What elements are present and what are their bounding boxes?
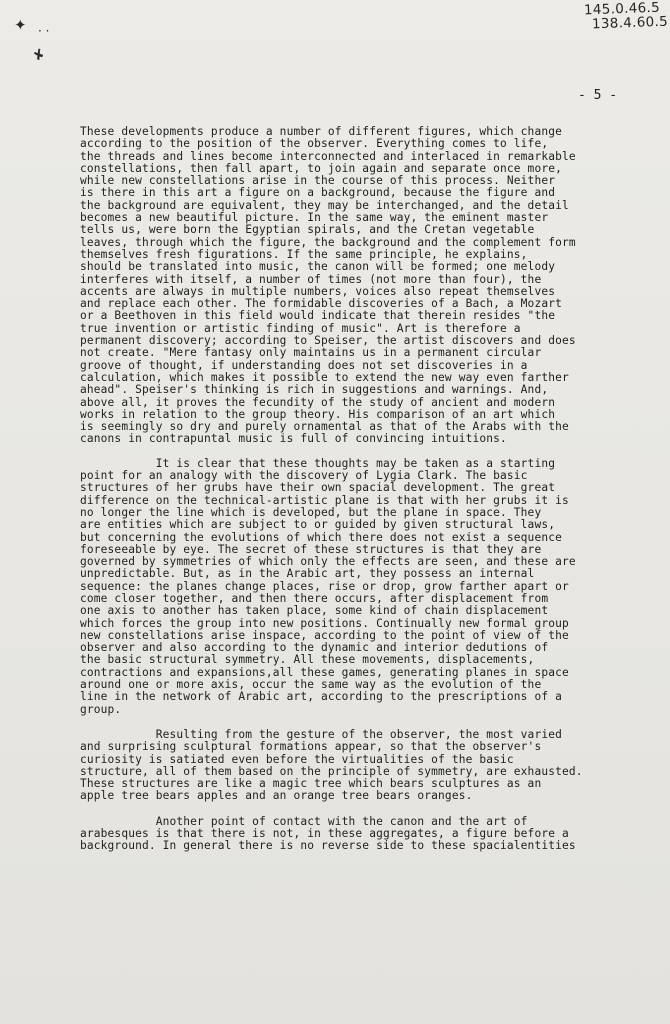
text-line: one axis to another has taken place, some kind of chain displacement bbox=[80, 604, 549, 618]
text-line: around one or more axis, occur the same way as the evolution of the bbox=[80, 678, 542, 692]
text-line: which forces the group into new positions. Continually new formal group bbox=[80, 616, 569, 630]
page-number: - 5 - bbox=[578, 88, 618, 103]
text-line: background. In general there is no reverse side to these spacialentities bbox=[80, 839, 576, 853]
text-line: permanent discovery; according to Speiser, the artist discovers and does bbox=[80, 334, 576, 348]
text-line: Another point of contact with the canon and the art of bbox=[80, 814, 528, 828]
text-line: according to the position of the observer. Everything comes to life, bbox=[80, 137, 549, 151]
text-line: sequence: the planes change places, rise or drop, grow farther apart or bbox=[80, 579, 569, 593]
text-line: the background are equivalent, they may be interchanged, and the detail bbox=[80, 198, 569, 212]
text-line: structure, all of them based on the principle of symmetry, are exhausted. bbox=[80, 764, 583, 778]
text-line: group. bbox=[80, 702, 122, 716]
archive-code: 145.0.46.5 bbox=[583, 0, 661, 19]
text-line: the basic structural symmetry. All these movements, displacements, bbox=[80, 653, 535, 667]
text-line: works in relation to the group theory. His comparison of an art which bbox=[80, 407, 556, 421]
text-line: are entities which are subject to or guided by given structural laws, bbox=[80, 518, 556, 532]
text-line: interferes with itself, a number of times (not more than four), the bbox=[80, 272, 542, 286]
text-line: or a Beethoven in this field would indicate that therein resides "the bbox=[80, 309, 556, 323]
text-line: the threads and lines become interconnected and interlaced in remarkable bbox=[80, 149, 576, 163]
archive-code: 138.4.60.5 bbox=[591, 13, 669, 33]
body-text bbox=[80, 126, 664, 853]
text-line: should be translated into music, the canon will be formed; one melody bbox=[80, 260, 556, 274]
text-line: structures of her grubs have their own spacial development. The great bbox=[80, 481, 556, 495]
text-line: is there in this art a figure on a background, because the figure and bbox=[80, 186, 556, 200]
text-line: themselves fresh figurations. If the same principle, he explains, bbox=[80, 247, 528, 261]
text-line: calculation, which makes it possible to extend the new way even farther bbox=[80, 370, 569, 384]
text-line: while new constellations arise in the course of this process. Neither bbox=[80, 174, 556, 188]
text-line: tells us, were born the Egyptian spirals, and the Cretan vegetable bbox=[80, 223, 535, 237]
ink-dots-icon: · · bbox=[38, 24, 50, 38]
text-line: governed by symmetries of which only the effects are seen, and these are bbox=[80, 555, 576, 569]
text-line: true invention or artistic finding of music". Art is therefore a bbox=[80, 321, 521, 335]
text-line: unpredictable. But, as in the Arabic art, they possess an internal bbox=[80, 567, 535, 581]
text-line: not create. "Mere fantasy only maintains us in a permanent circular bbox=[80, 346, 542, 360]
text-line: new constellations arise inspace, according to the point of view of the bbox=[80, 628, 569, 642]
text-line: apple tree bears apples and an orange tree bears oranges. bbox=[80, 789, 473, 803]
text-line: contractions and expansions,all these games, generating planes in space bbox=[80, 665, 569, 679]
text-line: difference on the technical-artistic plane is that with her grubs it is bbox=[80, 493, 569, 507]
text-line: constellations, then fall apart, to join again and separate once more, bbox=[80, 161, 562, 175]
text-line: observer and also according to the dynamic and interior dedutions of bbox=[80, 641, 549, 655]
pencil-mark-icon: ✘ bbox=[30, 46, 49, 65]
text-line: but concerning the evolutions of which there does not exist a sequence bbox=[80, 530, 562, 544]
text-line: is seemingly so dry and purely ornamental as that of the Arabs with the bbox=[80, 420, 569, 434]
text-line: and surprising sculptural formations appear, so that the observer's bbox=[80, 740, 542, 754]
ink-mark-icon: ✦ bbox=[14, 16, 27, 34]
text-line: It is clear that these thoughts may be taken as a starting bbox=[80, 456, 556, 470]
text-line: arabesques is that there is not, in these aggregates, a figure before a bbox=[80, 827, 569, 841]
text-line: foreseeable by eye. The secret of these structures is that they are bbox=[80, 542, 542, 556]
text-line: groove of thought, if understanding does not set discoveries in a bbox=[80, 358, 528, 372]
text-line: point for an analogy with the discovery of Lygia Clark. The basic bbox=[80, 469, 528, 483]
paragraph bbox=[80, 729, 664, 803]
text-line: come closer together, and then there occurs, after displacement from bbox=[80, 591, 549, 605]
text-line: and replace each other. The formidable discoveries of a Bach, a Mozart bbox=[80, 297, 562, 311]
text-line: becomes a new beautiful picture. In the same way, the eminent master bbox=[80, 211, 549, 225]
text-line: no longer the line which is developed, but the plane in space. They bbox=[80, 505, 542, 519]
text-line: These structures are like a magic tree which bears sculptures as an bbox=[80, 777, 542, 791]
text-line: canons in contrapuntal music is full of convincing intuitions. bbox=[80, 432, 507, 446]
paragraph bbox=[80, 126, 664, 446]
text-line: above all, it proves the fecundity of the study of ancient and modern bbox=[80, 395, 556, 409]
text-line: line in the network of Arabic art, according to the prescriptions of a bbox=[80, 690, 562, 704]
text-line: curiosity is satiated even before the virtualities of the basic bbox=[80, 752, 514, 766]
text-line: leaves, through which the figure, the background and the complement form bbox=[80, 235, 576, 249]
text-line: ahead". Speiser's thinking is rich in suggestions and warnings. And, bbox=[80, 383, 549, 397]
paragraph bbox=[80, 816, 664, 853]
text-line: Resulting from the gesture of the observer, the most varied bbox=[80, 727, 562, 741]
text-line: These developments produce a number of different figures, which change bbox=[80, 125, 562, 138]
paragraph bbox=[80, 458, 664, 716]
text-line: accents are always in multiple numbers, voices also repeat themselves bbox=[80, 284, 556, 298]
